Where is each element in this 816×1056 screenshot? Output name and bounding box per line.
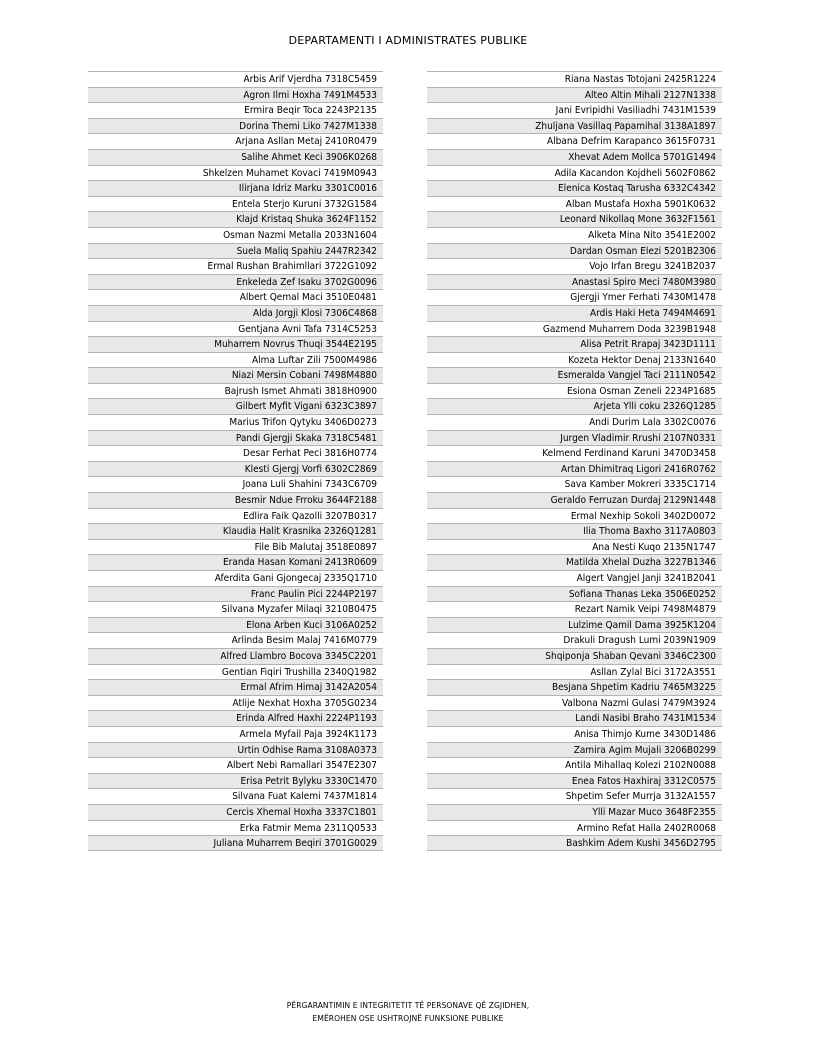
list-item: File Bib Malutaj 3518E0897 — [88, 539, 383, 555]
list-item: Sofiana Thanas Leka 3506E0252 — [427, 586, 722, 602]
list-item: Zhuljana Vasillaq Papamihal 3138A1897 — [427, 118, 722, 134]
list-item: Desar Ferhat Peci 3816H0774 — [88, 445, 383, 461]
list-item: Arjeta Ylli coku 2326Q1285 — [427, 398, 722, 414]
list-item: Alma Luftar Zili 7500M4986 — [88, 352, 383, 368]
list-item: Sava Kamber Mokreri 3335C1714 — [427, 476, 722, 492]
list-item: Silvana Myzafer Milaqi 3210B0475 — [88, 601, 383, 617]
list-item: Xhevat Adem Mollca 5701G1494 — [427, 149, 722, 165]
list-item: Alban Mustafa Hoxha 5901K0632 — [427, 196, 722, 212]
list-item: Enea Fatos Haxhiraj 3312C0575 — [427, 773, 722, 789]
list-item: Ana Nesti Kuqo 2135N1747 — [427, 539, 722, 555]
list-item: Silvana Fuat Kalemi 7437M1814 — [88, 788, 383, 804]
list-item: Muharrem Novrus Thuqi 3544E2195 — [88, 336, 383, 352]
list-item: Asllan Zylal Bici 3172A3551 — [427, 664, 722, 680]
list-item: Salihe Ahmet Keci 3906K0268 — [88, 149, 383, 165]
list-item: Armino Refat Halla 2402R0068 — [427, 820, 722, 836]
list-item: Erka Fatmir Mema 2311Q0533 — [88, 820, 383, 836]
list-item: Valbona Nazmi Gulasi 7479M3924 — [427, 695, 722, 711]
list-item: Besjana Shpetim Kadriu 7465M3225 — [427, 679, 722, 695]
list-item: Gazmend Muharrem Doda 3239B1948 — [427, 321, 722, 337]
list-item: Ermira Beqir Toca 2243P2135 — [88, 102, 383, 118]
list-item: Matilda Xhelal Duzha 3227B1346 — [427, 554, 722, 570]
list-item: Kelmend Ferdinand Karuni 3470D3458 — [427, 445, 722, 461]
list-item: Geraldo Ferruzan Durdaj 2129N1448 — [427, 492, 722, 508]
list-item: Landi Nasibi Braho 7431M1534 — [427, 710, 722, 726]
list-item: Pandi Gjergji Skaka 7318C5481 — [88, 430, 383, 446]
list-item: Alisa Petrit Rrapaj 3423D1111 — [427, 336, 722, 352]
list-item: Suela Maliq Spahiu 2447R2342 — [88, 243, 383, 259]
list-item: Albert Qemal Maci 3510E0481 — [88, 289, 383, 305]
list-item: Leonard Nikollaq Mone 3632F1561 — [427, 211, 722, 227]
list-item: Aferdita Gani Gjongecaj 2335Q1710 — [88, 570, 383, 586]
list-item: Arlinda Besim Malaj 7416M0779 — [88, 632, 383, 648]
list-item: Klaudia Halit Krasnika 2326Q1281 — [88, 523, 383, 539]
list-item: Elona Arben Kuci 3106A0252 — [88, 617, 383, 633]
list-item: Niazi Mersin Cobani 7498M4880 — [88, 367, 383, 383]
list-item: Albana Defrim Karapanco 3615F0731 — [427, 133, 722, 149]
list-item: Arbis Arif Vjerdha 7318C5459 — [88, 71, 383, 87]
list-item: Jani Evripidhi Vasiliadhi 7431M1539 — [427, 102, 722, 118]
list-item: Lulzime Qamil Dama 3925K1204 — [427, 617, 722, 633]
list-item: Gjergji Ymer Ferhati 7430M1478 — [427, 289, 722, 305]
footer-line-2: EMËROHEN OSE USHTROJNË FUNKSIONE PUBLIKE — [312, 1014, 504, 1023]
list-item: Joana Luli Shahini 7343C6709 — [88, 476, 383, 492]
list-item: Juliana Muharrem Beqiri 3701G0029 — [88, 835, 383, 851]
right-name-column — [427, 71, 722, 851]
list-item: Shqiponja Shaban Qevani 3346C2300 — [427, 648, 722, 664]
list-item: Vojo Irfan Bregu 3241B2037 — [427, 258, 722, 274]
list-item: Cercis Xhemal Hoxha 3337C1801 — [88, 804, 383, 820]
footer — [0, 999, 816, 1025]
list-item: Franc Paulin Pici 2244P2197 — [88, 586, 383, 602]
list-item: Erinda Alfred Haxhi 2224P1193 — [88, 710, 383, 726]
list-item: Arjana Asllan Metaj 2410R0479 — [88, 133, 383, 149]
list-item: Elenica Kostaq Tarusha 6332C4342 — [427, 180, 722, 196]
list-item: Zamira Agim Mujali 3206B0299 — [427, 742, 722, 758]
footer-line-1: PËRGARANTIMIN E INTEGRITETIT TË PERSONAVE QË ZGJIDHEN, — [286, 1001, 530, 1010]
list-item: Riana Nastas Totojani 2425R1224 — [427, 71, 722, 87]
list-item: Agron Ilmi Hoxha 7491M4533 — [88, 87, 383, 103]
list-item: Algert Vangjel Janji 3241B2041 — [427, 570, 722, 586]
list-item: Gilbert Myfit Vigani 6323C3897 — [88, 398, 383, 414]
list-item: Ilia Thoma Baxho 3117A0803 — [427, 523, 722, 539]
list-item: Alketa Mina Nito 3541E2002 — [427, 227, 722, 243]
list-item: Edlira Faik Qazolli 3207B0317 — [88, 508, 383, 524]
list-item: Esmeralda Vangjel Taci 2111N0542 — [427, 367, 722, 383]
list-item: Andi Durim Lala 3302C0076 — [427, 414, 722, 430]
list-item: Dorina Themi Liko 7427M1338 — [88, 118, 383, 134]
list-item: Klesti Gjergj Vorfi 6302C2869 — [88, 461, 383, 477]
list-item: Esiona Osman Zeneli 2234P1685 — [427, 383, 722, 399]
list-item: Rezart Namik Veipi 7498M4879 — [427, 601, 722, 617]
list-item: Adila Kacandon Kojdheli 5602F0862 — [427, 165, 722, 181]
list-item: Besmir Ndue Frroku 3644F2188 — [88, 492, 383, 508]
list-item: Ermal Rushan Brahimllari 3722G1092 — [88, 258, 383, 274]
list-item: Jurgen Vladimir Rrushi 2107N0331 — [427, 430, 722, 446]
list-item: Klajd Kristaq Shuka 3624F1152 — [88, 211, 383, 227]
list-item: Ermal Afrim Himaj 3142A2054 — [88, 679, 383, 695]
list-item: Alda Jorgji Klosi 7306C4868 — [88, 305, 383, 321]
list-item: Gentian Fiqiri Trushilla 2340Q1982 — [88, 664, 383, 680]
list-item: Albert Nebi Ramallari 3547E2307 — [88, 757, 383, 773]
list-item: Osman Nazmi Metalla 2033N1604 — [88, 227, 383, 243]
list-item: Entela Sterjo Kuruni 3732G1584 — [88, 196, 383, 212]
list-item: Anisa Thimjo Kume 3430D1486 — [427, 726, 722, 742]
list-item: Ylli Mazar Muco 3648F2355 — [427, 804, 722, 820]
list-item: Urtin Odhise Rama 3108A0373 — [88, 742, 383, 758]
list-item: Bajrush Ismet Ahmati 3818H0900 — [88, 383, 383, 399]
list-item: Antila Mihallaq Kolezi 2102N0088 — [427, 757, 722, 773]
list-item: Armela Myfail Paja 3924K1173 — [88, 726, 383, 742]
page-title: DEPARTAMENTI I ADMINISTRATES PUBLIKE — [288, 34, 528, 47]
left-name-column — [88, 71, 383, 851]
list-item: Shpetim Sefer Murrja 3132A1557 — [427, 788, 722, 804]
list-item: Bashkim Adem Kushi 3456D2795 — [427, 835, 722, 851]
list-item: Alfred Llambro Bocova 3345C2201 — [88, 648, 383, 664]
list-item: Anastasi Spiro Meci 7480M3980 — [427, 274, 722, 290]
list-item: Ermal Nexhip Sokoli 3402D0072 — [427, 508, 722, 524]
list-item: Drakuli Dragush Lumi 2039N1909 — [427, 632, 722, 648]
list-item: Atlije Nexhat Hoxha 3705G0234 — [88, 695, 383, 711]
list-item: Kozeta Hektor Denaj 2133N1640 — [427, 352, 722, 368]
list-item: Enkeleda Zef Isaku 3702G0096 — [88, 274, 383, 290]
list-item: Alteo Altin Mihali 2127N1338 — [427, 87, 722, 103]
list-item: Ardis Haki Heta 7494M4691 — [427, 305, 722, 321]
list-item: Ilirjana Idriz Marku 3301C0016 — [88, 180, 383, 196]
list-item: Erisa Petrit Bylyku 3330C1470 — [88, 773, 383, 789]
list-item: Gentjana Avni Tafa 7314C5253 — [88, 321, 383, 337]
list-item: Dardan Osman Elezi 5201B2306 — [427, 243, 722, 259]
list-item: Artan Dhimitraq Ligori 2416R0762 — [427, 461, 722, 477]
list-item: Eranda Hasan Komani 2413R0609 — [88, 554, 383, 570]
list-item: Marius Trifon Qytyku 3406D0273 — [88, 414, 383, 430]
list-item: Shkelzen Muhamet Kovaci 7419M0943 — [88, 165, 383, 181]
